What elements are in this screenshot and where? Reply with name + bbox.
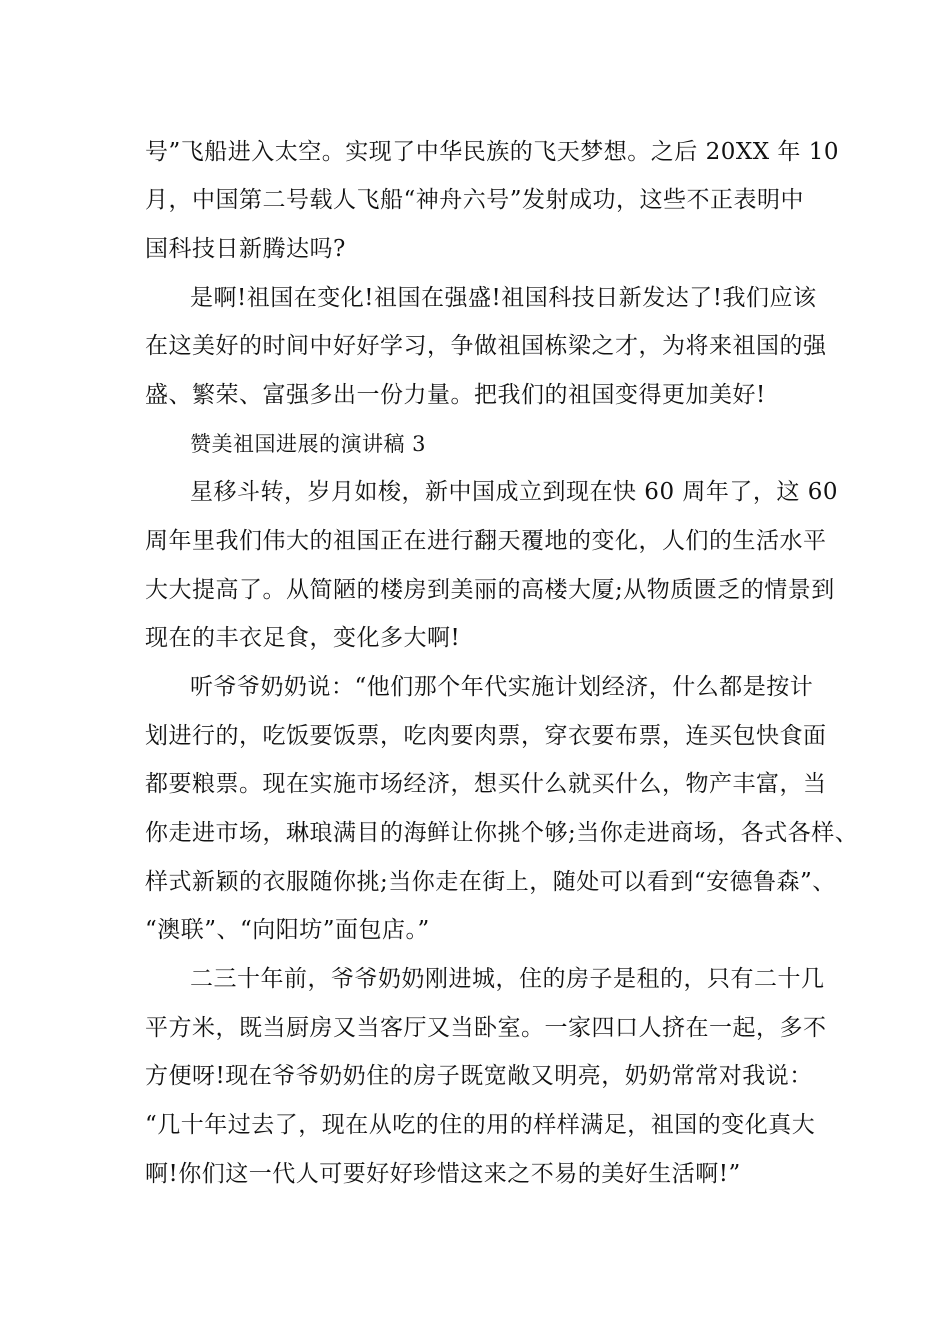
text-line: 盛、繁荣、富强多出一份力量。把我们的祖国变得更加美好! <box>145 382 766 408</box>
text-line: 月，中国第二号载人飞船“神舟六号”发射成功，这些不正表明中 <box>145 187 805 213</box>
section-heading: 赞美祖国进展的演讲稿 3 <box>190 432 427 456</box>
text-line: 在这美好的时间中好好学习，争做祖国栋梁之才，为将来祖国的强 <box>145 333 827 359</box>
text-line: 大大提高了。从简陋的楼房到美丽的高楼大厦;从物质匮乏的情景到 <box>145 577 835 603</box>
paragraph-first-line: 星移斗转，岁月如梭，新中国成立到现在快 60 周年了，这 60 <box>190 479 838 505</box>
text-line: “澳联”、“向阳坊”面包店。” <box>145 917 430 943</box>
paragraph-first-line: 听爷爷奶奶说：“他们那个年代实施计划经济，什么都是按计 <box>190 674 814 700</box>
text-line: 啊!你们这一代人可要好好珍惜这来之不易的美好生活啊!” <box>145 1161 741 1187</box>
text-line: 方便呀!现在爷爷奶奶住的房子既宽敞又明亮，奶奶常常对我说： <box>145 1063 813 1089</box>
text-line: “几十年过去了，现在从吃的住的用的样样满足，祖国的变化真大 <box>145 1112 816 1138</box>
paragraph-first-line: 是啊!祖国在变化!祖国在强盛!祖国科技日新发达了!我们应该 <box>190 285 817 311</box>
text-line: 周年里我们伟大的祖国正在进行翻天覆地的变化，人们的生活水平 <box>145 528 827 554</box>
text-line: 现在的丰衣足食，变化多大啊! <box>145 625 461 651</box>
paragraph-first-line: 二三十年前，爷爷奶奶刚进城，住的房子是租的，只有二十几 <box>190 966 825 992</box>
text-line: 号”飞船进入太空。实现了中华民族的飞天梦想。之后 20XX 年 10 <box>145 139 839 165</box>
text-line: 都要粮票。现在实施市场经济，想买什么就买什么，物产丰富，当 <box>145 771 827 797</box>
text-line: 平方米，既当厨房又当客厅又当卧室。一家四口人挤在一起，多不 <box>145 1015 827 1041</box>
text-line: 样式新颖的衣服随你挑;当你走在街上，随处可以看到“安德鲁森”、 <box>145 869 836 895</box>
text-line: 划进行的，吃饭要饭票，吃肉要肉票，穿衣要布票，连买包快食面 <box>145 723 827 749</box>
text-line: 国科技日新腾达吗? <box>145 236 346 262</box>
text-line: 你走进市场，琳琅满目的海鲜让你挑个够;当你走进商场，各式各样、 <box>145 820 859 846</box>
